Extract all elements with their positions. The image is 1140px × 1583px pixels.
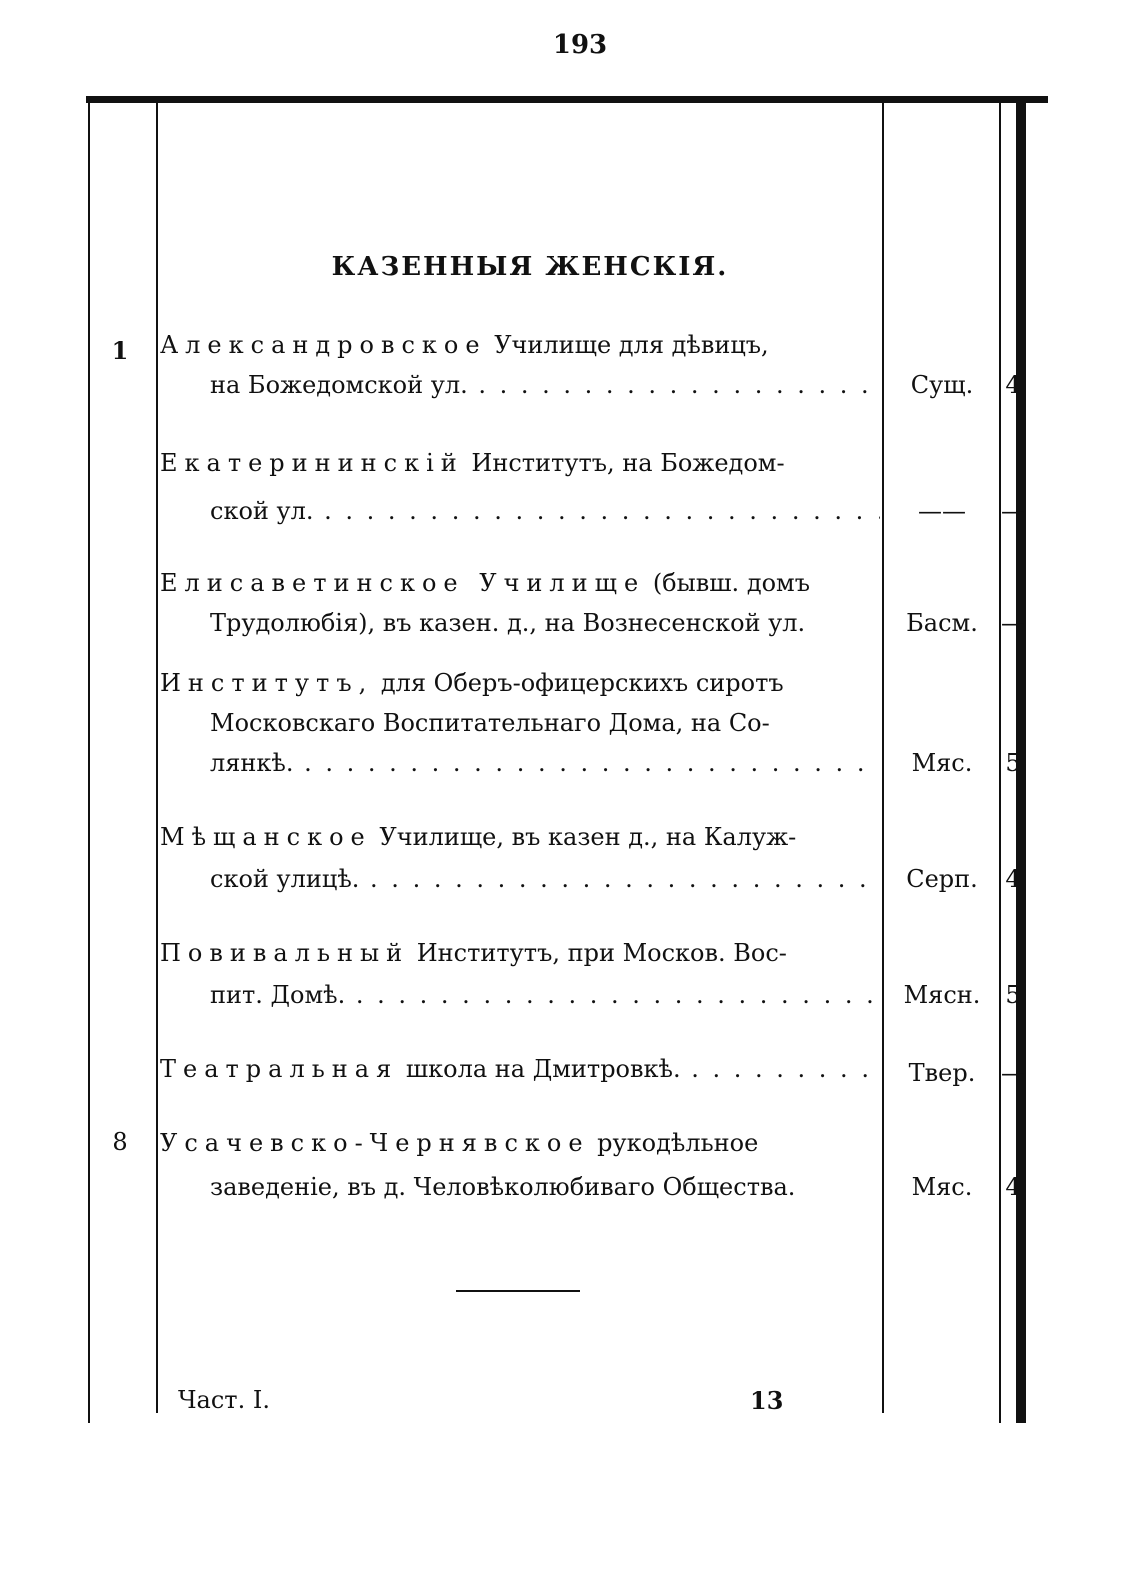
entry-text: пит. Домѣ. xyxy=(210,981,346,1009)
entry-name: Мѣщанское xyxy=(160,823,372,851)
entry-text: ской улицѣ. xyxy=(210,865,360,893)
entry-line xyxy=(160,326,880,364)
entry-text: рукодѣльное xyxy=(589,1129,759,1157)
entry-line xyxy=(210,976,880,1014)
count-value: — xyxy=(1001,497,1025,525)
count-value: 5 xyxy=(1005,749,1021,777)
entry-text: для Оберъ-офицерскихъ сиротъ xyxy=(373,669,784,697)
row-number: 8 xyxy=(112,1128,128,1156)
row-number: 1 xyxy=(111,336,129,365)
district-label: Твер. xyxy=(908,1059,976,1087)
count-value: — xyxy=(1001,1059,1025,1087)
left-border-rule xyxy=(88,103,90,1423)
entry-line xyxy=(160,1124,880,1162)
entry-line xyxy=(160,664,880,702)
count-value: 5 xyxy=(1005,981,1021,1009)
footer-part: Част. I. xyxy=(178,1386,270,1414)
district-label: Сущ. xyxy=(910,371,974,399)
district-label: Басм. xyxy=(906,609,978,637)
entry-text: Трудолюбія), въ казен. д., на Вознесенской ул. xyxy=(210,609,806,637)
entry-line xyxy=(210,1168,880,1206)
entry-name: Театральная xyxy=(160,1055,399,1083)
entry-name: Екатерининскій xyxy=(160,449,464,477)
entry-line xyxy=(160,934,880,972)
entry-line xyxy=(160,444,880,482)
entry-text: лянкѣ. xyxy=(210,749,294,777)
section-end-rule xyxy=(456,1290,580,1292)
entry-text: школа на Дмитровкѣ. xyxy=(398,1055,681,1083)
entry-line xyxy=(210,860,880,898)
entry-name: Елисаветинское Училище xyxy=(160,569,646,597)
count-value: 4 xyxy=(1005,371,1021,399)
footer-signature: 13 xyxy=(750,1386,784,1415)
section-title: КАЗЕННЫЯ ЖЕНСКІЯ. xyxy=(331,252,729,282)
entry-line xyxy=(210,492,880,530)
count-value: 4 xyxy=(1005,1173,1021,1201)
entry-line xyxy=(160,1050,880,1088)
top-rule xyxy=(86,96,1048,103)
entry-line xyxy=(210,604,880,642)
entry-line xyxy=(160,818,880,856)
entry-name: Институтъ, xyxy=(160,669,374,697)
entry-text: заведеніе, въ д. Человѣколюбиваго Общества. xyxy=(210,1173,796,1201)
entry-line xyxy=(210,744,880,782)
district-label: Мясн. xyxy=(903,981,981,1009)
entry-name: Александровское xyxy=(160,331,487,359)
district-label: Мяс. xyxy=(911,749,973,777)
entry-name: Усачевско-Чернявское xyxy=(160,1129,590,1157)
entry-line xyxy=(210,366,880,404)
entry-text: Московскаго Воспитательнаго Дома, на Со- xyxy=(210,709,770,737)
page-number: 193 xyxy=(552,30,608,60)
entry-name: Повивальный xyxy=(160,939,410,967)
entry-text: ской ул. xyxy=(210,497,314,525)
entry-line xyxy=(160,564,880,602)
entry-text: на Божедомской ул. xyxy=(210,371,468,399)
district-label: —— xyxy=(918,497,966,525)
entry-text: Училище для дѣвицъ, xyxy=(486,331,769,359)
number-column-rule xyxy=(156,103,158,1413)
district-label: Мяс. xyxy=(911,1173,973,1201)
entry-line xyxy=(210,704,880,742)
entry-text: Институтъ, на Божедом- xyxy=(463,449,785,477)
count-value: 4 xyxy=(1005,865,1021,893)
entry-text: Училище, въ казен д., на Калуж- xyxy=(371,823,797,851)
entry-text: Институтъ, при Москов. Вос- xyxy=(409,939,787,967)
district-label: Серп. xyxy=(906,865,978,893)
entry-text: (бывш. домъ xyxy=(645,569,810,597)
count-value: — xyxy=(1001,609,1025,637)
district-column-rule xyxy=(882,103,884,1413)
